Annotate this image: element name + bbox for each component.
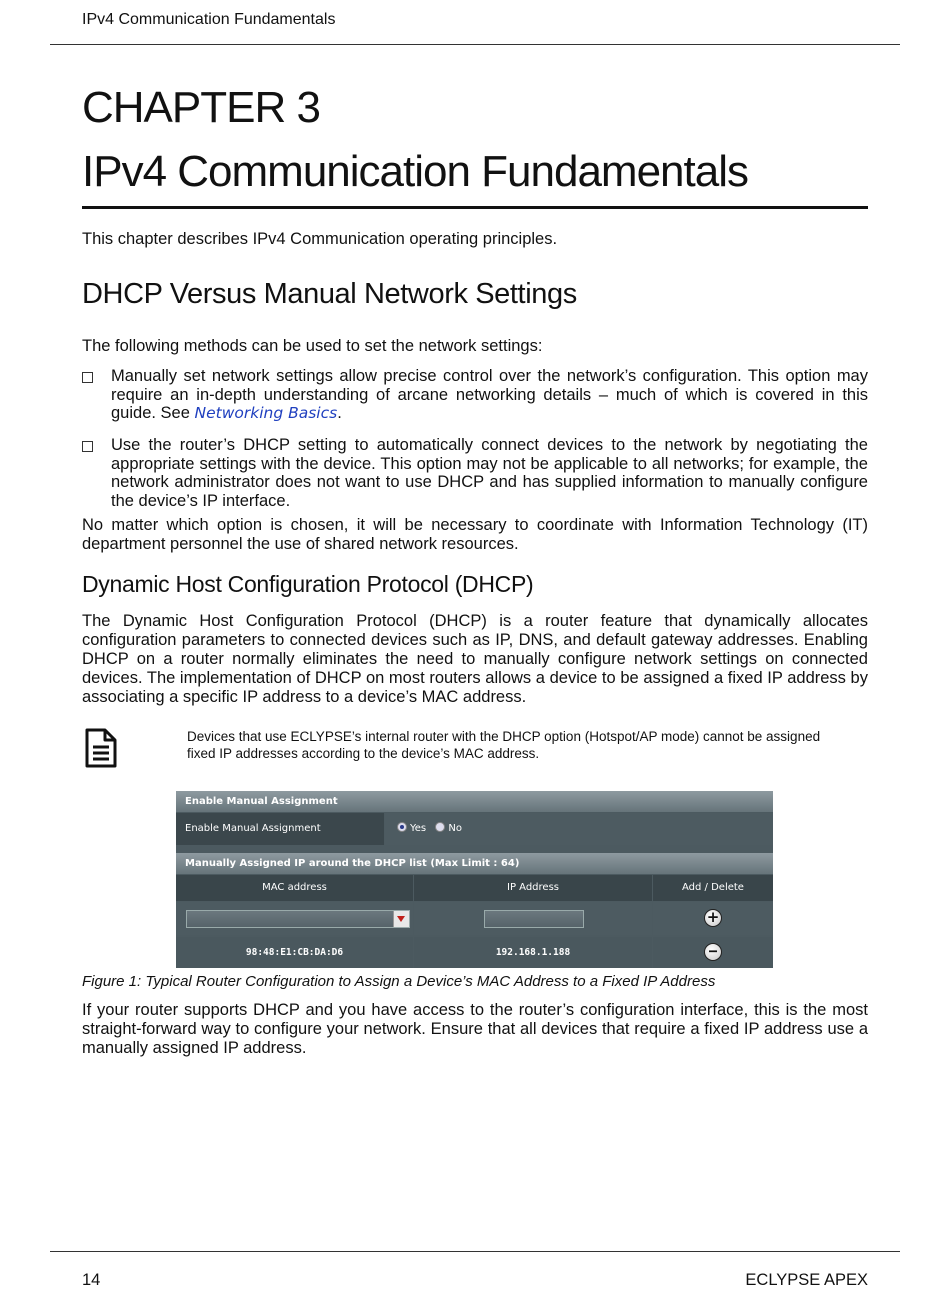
bullet-manual — [111, 367, 868, 423]
chevron-down-icon[interactable] — [393, 911, 409, 927]
col-ip-header: IP Address — [414, 875, 652, 901]
bullet-box-icon — [82, 372, 93, 383]
product-name: ECLYPSE APEX — [745, 1271, 868, 1289]
delete-icon[interactable]: − — [704, 943, 722, 961]
radio-no-label: No — [448, 823, 462, 834]
bullet-manual-end: . — [337, 404, 342, 422]
section-heading-dhcp-vs-manual: DHCP Versus Manual Network Settings — [82, 278, 577, 310]
document-note-icon — [84, 728, 118, 773]
header-rule — [50, 44, 900, 45]
radio-yes-label: Yes — [410, 823, 427, 834]
closing-paragraph: If your router supports DHCP and you have access to the router’s configuration interface, this is the most straight-forward way to configure your network. Ensure that all devices that require a fixed IP address use a manually assigned IP address. — [82, 1001, 868, 1057]
figure-caption: Figure 1: Typical Router Configuration to Assign a Device’s MAC Address to a Fixed IP Address — [82, 973, 716, 990]
mac-address-select[interactable] — [186, 910, 410, 928]
coordination-paragraph: No matter which option is chosen, it will be necessary to coordinate with Information Technology (IT) department personnel the use of shared network resources. — [82, 516, 868, 553]
delete-cell — [653, 937, 773, 968]
router-row-label: Enable Manual Assignment — [176, 813, 384, 845]
title-rule — [82, 206, 868, 209]
intro-paragraph: This chapter describes IPv4 Communication operating principles. — [82, 230, 558, 248]
ip-input-cell — [414, 902, 652, 935]
router-list-bar: Manually Assigned IP around the DHCP list (Max Limit : 64) — [176, 853, 773, 874]
page-number: 14 — [82, 1271, 101, 1289]
section-heading-dhcp: Dynamic Host Configuration Protocol (DHCP) — [82, 571, 534, 597]
networking-basics-link[interactable]: Networking Basics — [194, 404, 338, 422]
footer-rule — [50, 1251, 900, 1252]
running-header: IPv4 Communication Fundamentals — [82, 11, 336, 28]
entry-ip: 192.168.1.188 — [414, 937, 652, 968]
router-section-bar: Enable Manual Assignment — [176, 791, 773, 812]
router-config-screenshot — [176, 791, 773, 968]
add-cell — [653, 902, 773, 935]
dhcp-paragraph: The Dynamic Host Configuration Protocol (DHCP) is a router feature that dynamically allocates configuration parameters to connected devices such as IP, DNS, and default gateway addresses. Enabling DHCP on a router normally eliminates the need to manually configure network settings on connected devices. The implementation of DHCP on most routers allows a device to be assigned a fixed IP address by associating a specific IP address to a device’s MAC address. — [82, 612, 868, 706]
bullet-box-icon — [82, 441, 93, 452]
bullet-dhcp: Use the router’s DHCP setting to automatically connect devices to the network by negotiating the appropriate settings with the device. This option may not be applicable to all networks; for example, the network administrator does not want to use DHCP and has supplied information to manually configure the device’s IP interface. — [111, 436, 868, 510]
chapter-label: CHAPTER 3 — [82, 83, 320, 132]
add-icon[interactable]: + — [704, 909, 722, 927]
radio-yes-icon[interactable] — [397, 822, 407, 832]
chapter-title: IPv4 Communication Fundamentals — [82, 147, 748, 196]
methods-lead: The following methods can be used to set the network settings: — [82, 337, 543, 355]
bullet-manual-text: Manually set network settings allow precise control over the network’s configuration. This option may require an in-depth understanding of arcane networking details – much of which is covered in this guide. See — [111, 367, 868, 422]
mac-select-cell — [176, 902, 413, 935]
router-radio-group — [385, 813, 773, 845]
col-mac-header: MAC address — [176, 875, 413, 901]
entry-mac: 98:48:E1:CB:DA:D6 — [176, 937, 413, 968]
col-action-header: Add / Delete — [653, 875, 773, 901]
radio-no-icon[interactable] — [435, 822, 445, 832]
note-text: Devices that use ECLYPSE’s internal router with the DHCP option (Hotspot/AP mode) cannot be assigned fixed IP addresses according to the device’s MAC address. — [187, 729, 821, 761]
ip-address-input[interactable] — [484, 910, 584, 928]
